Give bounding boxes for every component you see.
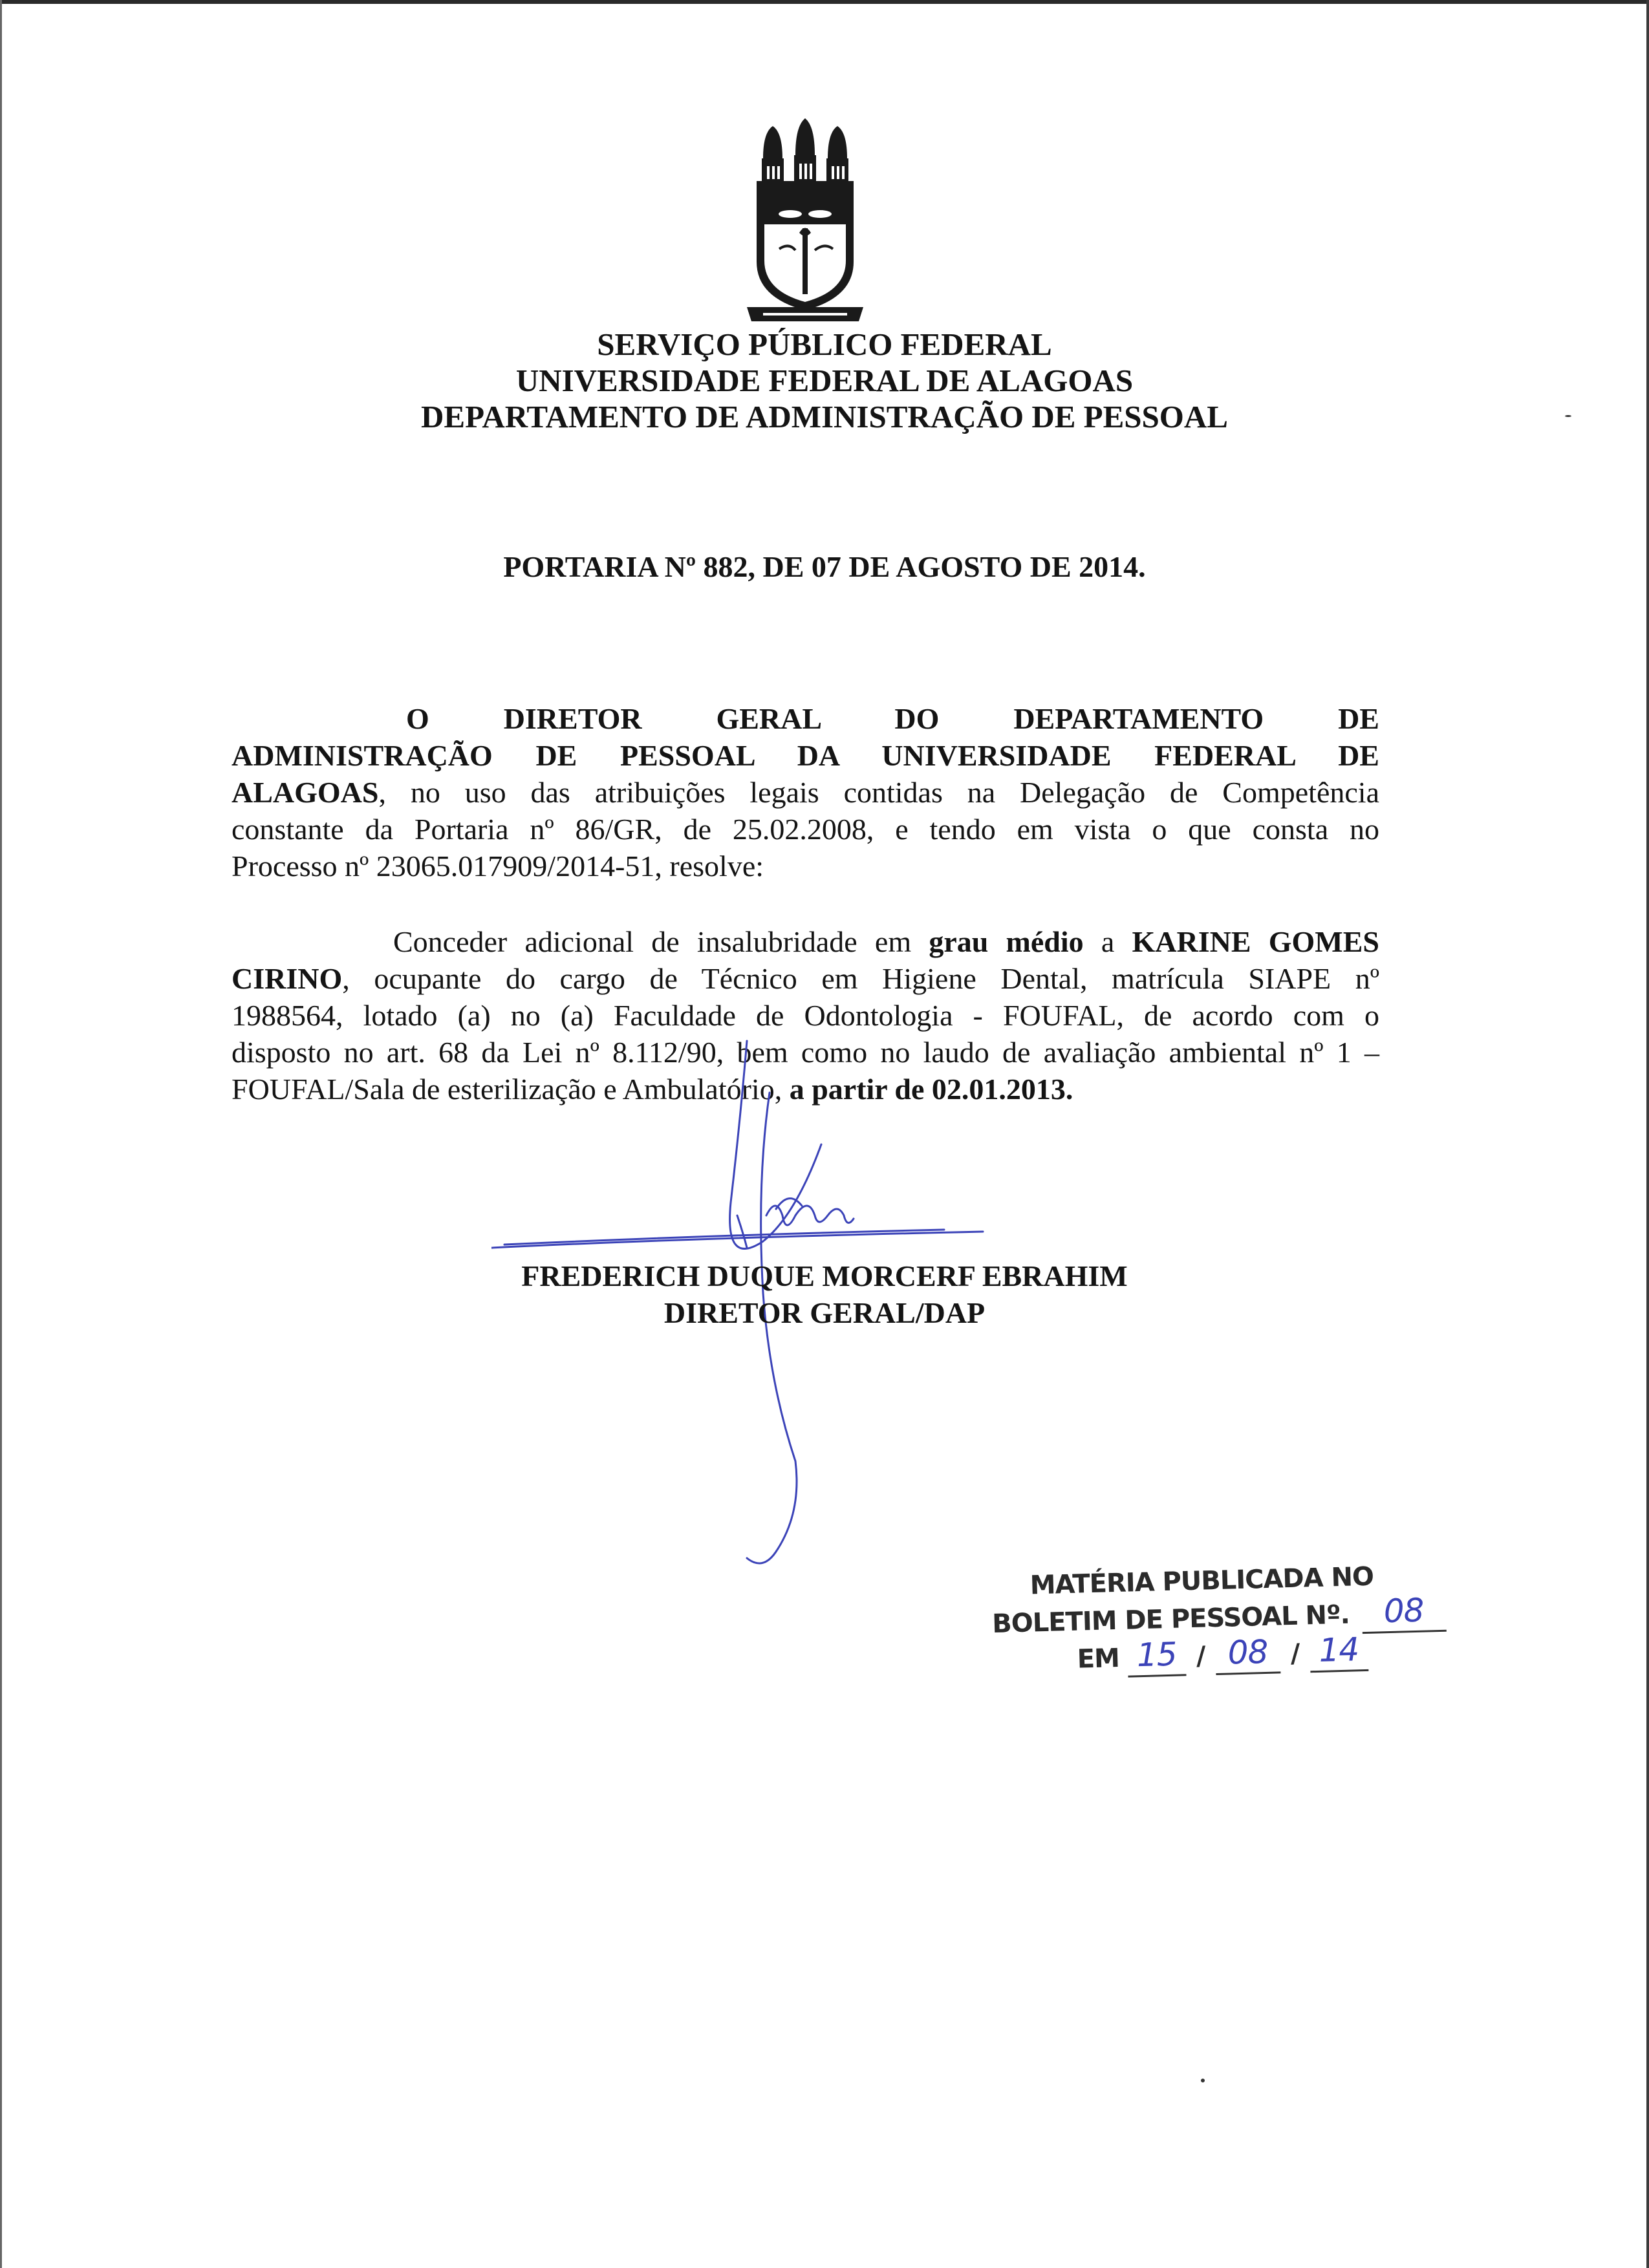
stamp-boletim-field [1361, 1592, 1447, 1634]
resolution-line-5-text: FOUFAL/Sala de esterilização e Ambulatório, [232, 1073, 790, 1106]
scan-edge-top [0, 0, 1649, 4]
header-line-3: DEPARTAMENTO DE ADMINISTRAÇÃO DE PESSOAL [421, 399, 1228, 434]
preamble-line-1 [232, 700, 1379, 737]
resolution-line-2 [232, 960, 1379, 997]
stamp-month-field [1215, 1634, 1281, 1675]
stamp-year: 14 [1318, 1631, 1359, 1669]
header-line-2: UNIVERSIDADE FEDERAL DE ALAGOAS [515, 363, 1134, 398]
resolution-line-4: disposto no art. 68 da Lei nº 8.112/90, bem como no laudo de avaliação ambiental nº 1 – [232, 1036, 1379, 1069]
preamble-line-5: Processo nº 23065.017909/2014-51, resolve: [232, 850, 764, 883]
resolution-line-1 [232, 923, 1379, 960]
stamp-slash-2: / [1290, 1638, 1300, 1669]
scan-speck [1201, 2079, 1205, 2082]
stamp-year-field [1310, 1632, 1369, 1673]
resolution-line-1b: a [1083, 925, 1132, 958]
university-crest-logo [744, 113, 867, 326]
resolution-line-3: 1988564, lotado (a) no (a) Faculdade de Odontologia - FOUFAL, de acordo com o [232, 999, 1379, 1032]
employee-name-part1: KARINE GOMES [1132, 925, 1379, 958]
signatory-block [0, 1257, 1649, 1331]
stamp-line-3 [1077, 1632, 1368, 1679]
portaria-title: PORTARIA Nº 882, DE 07 DE AGOSTO DE 2014. [503, 550, 1146, 583]
paragraph-preamble [232, 700, 1379, 884]
publication-stamp [984, 1560, 1425, 1718]
preamble-line-1-text: O DIRETOR GERAL DO DEPARTAMENTO DE [406, 702, 1379, 735]
grau-medio: grau médio [929, 925, 1084, 958]
preamble-line-3-text: , no uso das atribuições legais contidas na Delegação de Competência [378, 776, 1379, 809]
resolution-line-1a: Conceder adicional de insalubridade em [393, 925, 929, 958]
preamble-alagoas: ALAGOAS [232, 776, 379, 809]
signatory-title: DIRETOR GERAL/DAP [663, 1296, 986, 1329]
resolution-line-2-text: , ocupante do cargo de Técnico em Higiene Dental, matrícula SIAPE nº [342, 962, 1379, 995]
preamble-line-4: constante da Portaria nº 86/GR, de 25.02.2008, e tendo em vista o que consta no [232, 813, 1379, 846]
stamp-month: 08 [1227, 1632, 1269, 1672]
preamble-line-2: ADMINISTRAÇÃO DE PESSOAL DA UNIVERSIDADE FEDERAL DE [232, 739, 1379, 772]
header-line-1: SERVIÇO PÚBLICO FEDERAL [597, 326, 1052, 362]
effective-date: a partir de 02.01.2013. [789, 1073, 1073, 1106]
stamp-slash-1: / [1196, 1641, 1206, 1671]
stamp-day: 15 [1136, 1635, 1178, 1674]
stamp-line-1: MATÉRIA PUBLICADA NO [1029, 1561, 1374, 1601]
document-header [0, 326, 1649, 435]
preamble-line-3 [232, 774, 1379, 811]
stamp-line-2-text: BOLETIM DE PESSOAL Nº. [991, 1599, 1350, 1640]
scan-speck [1565, 415, 1571, 417]
stamp-day-field [1127, 1636, 1187, 1677]
boletim-number: 08 [1383, 1591, 1425, 1631]
stamp-em-label: EM [1077, 1643, 1120, 1674]
employee-name-part2: CIRINO [232, 962, 343, 995]
signatory-name: FREDERICH DUQUE MORCERF EBRAHIM [521, 1259, 1128, 1292]
